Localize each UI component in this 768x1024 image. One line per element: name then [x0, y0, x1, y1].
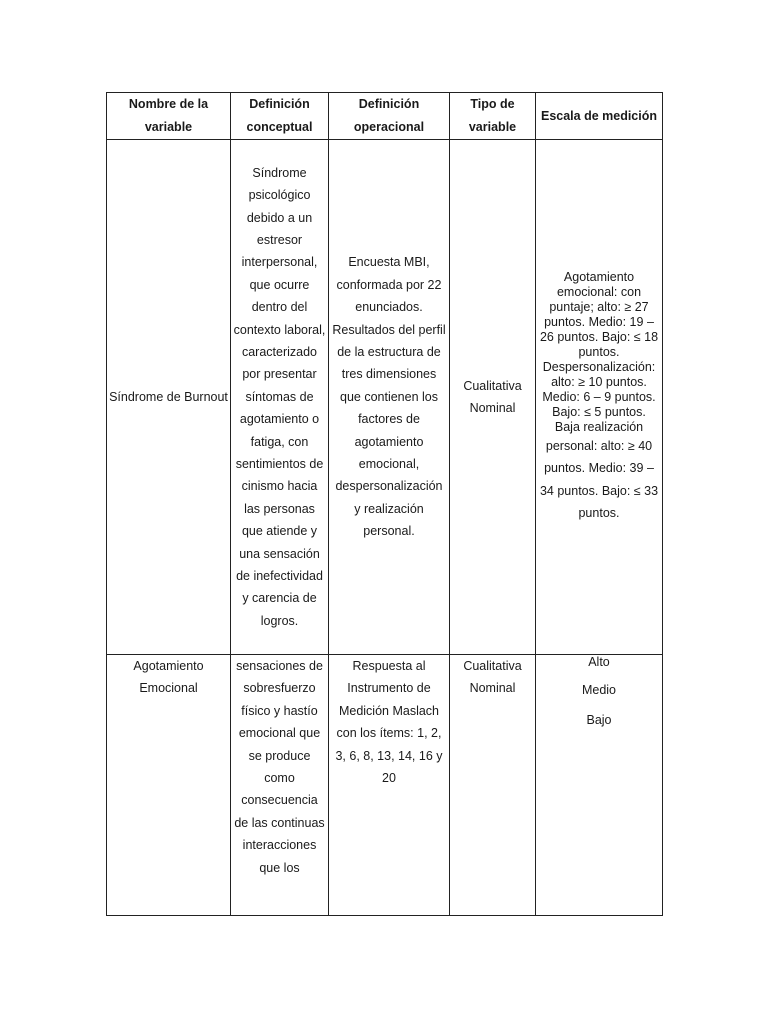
escala-item: Bajo	[586, 713, 612, 727]
cell-conceptual: Síndrome psicológico debido a un estresor interpersonal, que ocurre dentro del contexto laboral, caracterizado por presentar síntomas de agotamiento o fatiga, con sentimientos de cinismo hacia las personas que atiende y una sensación de inefectividad y carencia de logros.	[231, 140, 329, 655]
header-nombre: Nombre de la variable	[107, 93, 231, 140]
cell-operacional: Respuesta al Instrumento de Medición Maslach con los ítems: 1, 2, 3, 6, 8, 13, 14, 16 y 20	[329, 655, 450, 916]
header-operacional: Definición operacional	[329, 93, 450, 140]
cell-conceptual: sensaciones de sobresfuerzo físico y hastío emocional que se produce como consecuencia de las continuas interacciones que los	[231, 655, 329, 916]
cell-nombre: Agotamiento Emocional	[107, 655, 231, 916]
header-conceptual: Definición conceptual	[231, 93, 329, 140]
escala-part-a: Agotamiento emocional: con puntaje; alto: ≥ 27 puntos. Medio: 19 – 26 puntos. Bajo: ≤ 18 puntos. Despersonalización: alto: ≥ 10 puntos. Medio: 6 – 9 puntos. Bajo: ≤ 5 puntos. Baja realización	[539, 269, 659, 434]
cell-operacional: Encuesta MBI, conformada por 22 enunciados. Resultados del perfil de la estructura de tres dimensiones que contienen los factores de agotamiento emocional, despersonalización y realización personal.	[329, 140, 450, 655]
header-escala: Escala de medición	[536, 93, 663, 140]
escala-part-b: personal: alto: ≥ 40 puntos. Medio: 39 – 34 puntos. Bajo: ≤ 33 puntos.	[539, 438, 659, 520]
variables-table	[106, 92, 663, 916]
cell-tipo: Cualitativa Nominal	[450, 655, 536, 916]
cell-escala	[536, 655, 663, 916]
cell-tipo: Cualitativa Nominal	[450, 140, 536, 655]
cell-nombre: Síndrome de Burnout	[107, 140, 231, 655]
escala-item: Medio	[581, 683, 617, 697]
escala-item: Alto	[588, 655, 610, 669]
variables-table-container	[106, 92, 662, 916]
cell-escala	[536, 140, 663, 655]
table-row	[107, 140, 663, 655]
table-header-row	[107, 93, 663, 140]
table-row	[107, 655, 663, 916]
header-tipo: Tipo de variable	[450, 93, 536, 140]
